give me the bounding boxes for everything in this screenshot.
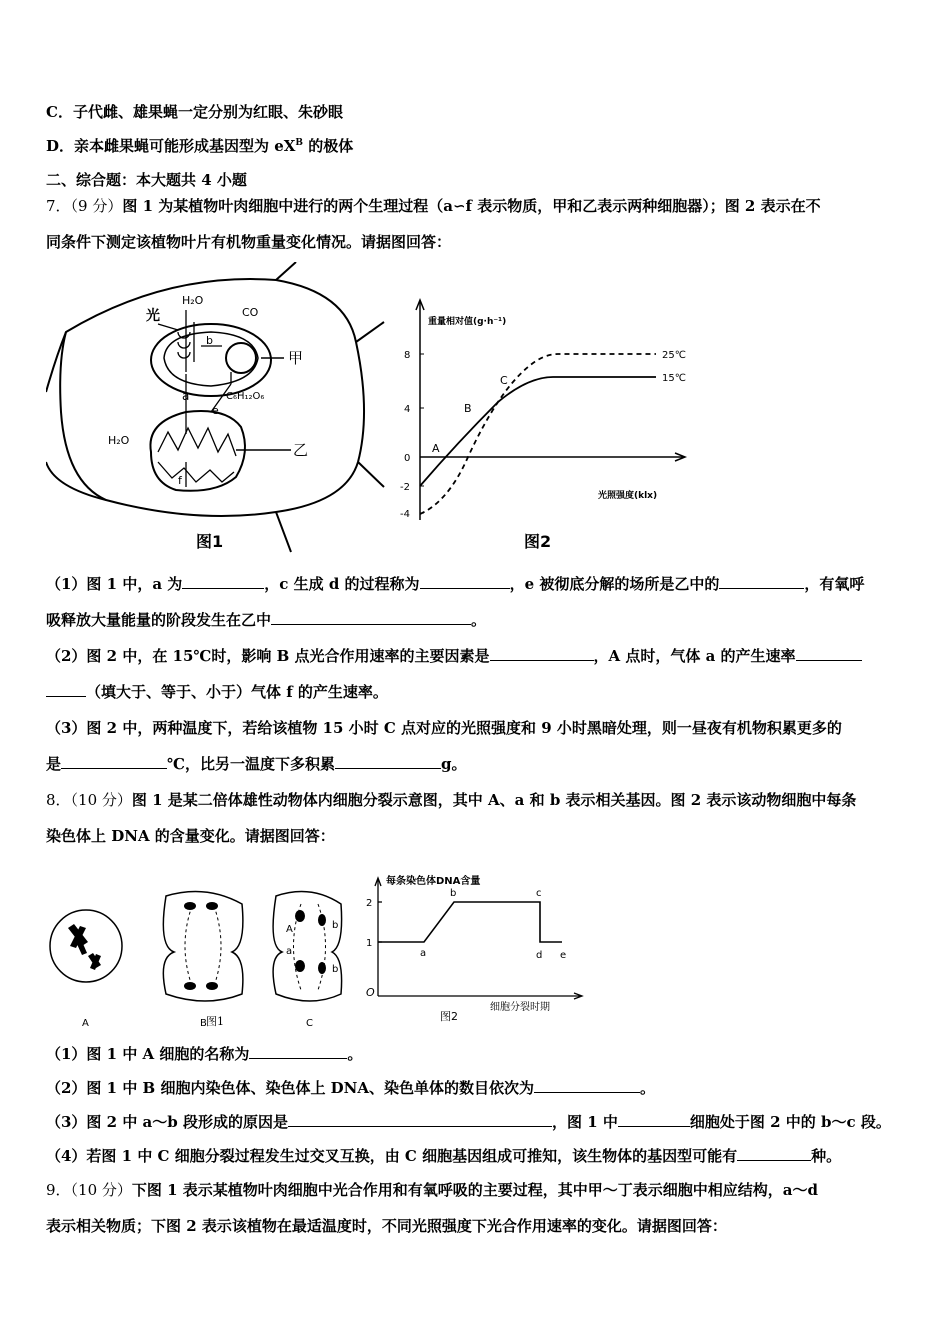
fig2-caption: 图2	[524, 532, 552, 551]
point-a: A	[432, 442, 440, 455]
series-25c	[420, 354, 656, 514]
ytick-0: 0	[404, 453, 411, 464]
gene-a-upper: A	[286, 924, 293, 935]
blank[interactable]	[719, 574, 804, 589]
option-c: C．子代雌、雄果蝇一定分别为红眼、朱砂眼	[46, 103, 343, 121]
q7-sub2-line1: （2）图 2 中，在 15℃时，影响 B 点光合作用速率的主要因素是 ，A 点时，气体 a 的产生速率	[46, 646, 862, 666]
blank[interactable]	[249, 1044, 347, 1059]
ytick-1: 1	[366, 938, 373, 949]
q7-stem-line2: 同条件下测定该植物叶片有机物重量变化情况。请据图回答：	[46, 233, 452, 251]
q8-stem-line1: 8．（10 分）图 1 是某二倍体雄性动物体内细胞分裂示意图，其中 A、a 和 b 表示相关基因。图 2 表示该动物细胞中每条	[46, 791, 857, 809]
option-d: D．亲本雌果蝇可能形成基因型为 $eX^B$ 的极体	[46, 137, 354, 155]
point-c: C	[500, 374, 508, 387]
cell-label-a: A	[82, 1018, 89, 1029]
q7-sub3-line1: （3）图 2 中，两种温度下，若给该植物 15 小时 C 点对应的光照强度和 9 小时黑暗处理，则一昼夜有机物积累更多的	[46, 719, 842, 737]
blank[interactable]	[46, 682, 86, 697]
q7-fig1-cell-diagram	[46, 262, 386, 554]
label-co2: CO	[242, 306, 259, 319]
blank[interactable]	[737, 1146, 811, 1161]
point-b: b	[450, 888, 457, 899]
ytick-4: 4	[404, 404, 411, 415]
q7-stem-line1: 7．（9 分）图 1 为某植物叶肉细胞中进行的两个生理过程（a∽f 表示物质，甲和乙表示两种细胞器）；图 2 表示在不	[46, 197, 821, 215]
gene-b-bottom: b	[332, 964, 339, 975]
label-a: a	[182, 389, 190, 403]
label-jia: 甲	[288, 349, 304, 367]
q9-stem-line1: 9．（10 分）下图 1 表示某植物叶肉细胞中光合作用和有氧呼吸的主要过程，其中甲～丁表示细胞中相应结构，a～d	[46, 1181, 818, 1199]
chart-ylabel: 重量相对值(g·h⁻¹)	[428, 317, 507, 327]
point-b: B	[464, 402, 472, 415]
gene-b-top: b	[332, 920, 339, 931]
label-e: e	[212, 404, 219, 417]
point-d: d	[536, 950, 543, 961]
label-h2o-left: H₂O	[108, 434, 130, 447]
legend-25c: 25℃	[662, 350, 686, 361]
q8-fig2-chart	[362, 868, 592, 1028]
label-b: b	[206, 334, 213, 347]
label-c6h12o6: C₆H₁₂O₆	[226, 391, 265, 402]
label-f: f	[178, 474, 182, 487]
chart-xlabel: 光照强度(klx)	[598, 491, 658, 501]
point-a: a	[420, 948, 427, 959]
q8-sub3: （3）图 2 中 a～b 段形成的原因是 ，图 1 中 细胞处于图 2 中的 b～c 段。	[46, 1113, 891, 1131]
q7-sub3-line2: 是 ℃，比另一温度下多积累 g。	[46, 755, 467, 773]
q9-stem-line2: 表示相关物质；下图 2 表示该植物在最适温度时，不同光照强度下光合作用速率的变化。请据图回答：	[46, 1217, 727, 1235]
cell-label-c: C	[306, 1018, 313, 1029]
blank[interactable]	[796, 646, 862, 661]
section-heading: 二、综合题：本大题共 4 小题	[46, 171, 247, 189]
point-e: e	[560, 950, 567, 961]
q7-fig2-chart	[388, 262, 708, 554]
ytick-neg2: -2	[400, 482, 410, 493]
ytick-2: 2	[366, 898, 373, 909]
q8-stem-line2: 染色体上 DNA 的含量变化。请据图回答：	[46, 827, 335, 845]
blank[interactable]	[420, 574, 510, 589]
q7-sub2-line2: （填大于、等于、小于）气体 f 的产生速率。	[46, 682, 388, 702]
blank[interactable]	[618, 1112, 690, 1127]
gene-a-lower: a	[286, 946, 293, 957]
q7-sub1-line1: （1）图 1 中，a 为 ，c 生成 d 的过程称为 ，e 被彻底分解的场所是乙中的 ，有氧呼	[46, 575, 865, 593]
q8-sub4: （4）若图 1 中 C 细胞分裂过程发生过交叉互换，由 C 细胞基因组成可推知，该生物体的基因型可能有 种。	[46, 1147, 842, 1165]
q7-sub1-line2: 吸释放大量能量的阶段发生在乙中 。	[46, 611, 487, 629]
q8-sub1: （1）图 1 中 A 细胞的名称为 。	[46, 1045, 363, 1063]
series-15c	[420, 377, 656, 486]
origin-label: O	[366, 986, 375, 999]
ytick-neg4: -4	[400, 509, 410, 520]
label-light: 光	[146, 308, 160, 324]
fig2-caption: 图2	[440, 1010, 458, 1023]
q8-fig1-caption: 图1	[206, 1015, 224, 1028]
point-c: c	[536, 888, 542, 899]
chart-xlabel: 细胞分裂时期	[490, 1002, 550, 1013]
label-yi: 乙	[293, 441, 309, 459]
blank[interactable]	[490, 646, 594, 661]
blank[interactable]	[182, 574, 264, 589]
blank[interactable]	[534, 1078, 640, 1093]
blank[interactable]	[335, 754, 441, 769]
cell-label-b: B	[200, 1018, 207, 1029]
q8-sub2: （2）图 1 中 B 细胞内染色体、染色体上 DNA、染色单体的数目依次为 。	[46, 1079, 656, 1097]
chart-ylabel: 每条染色体DNA含量	[386, 876, 481, 887]
fig1-caption: 图1	[196, 532, 224, 551]
blank[interactable]	[288, 1112, 552, 1127]
ytick-8: 8	[404, 350, 411, 361]
label-h2o-top: H₂O	[182, 294, 204, 307]
blank[interactable]	[271, 610, 471, 625]
blank[interactable]	[61, 754, 167, 769]
legend-15c: 15℃	[662, 373, 686, 384]
